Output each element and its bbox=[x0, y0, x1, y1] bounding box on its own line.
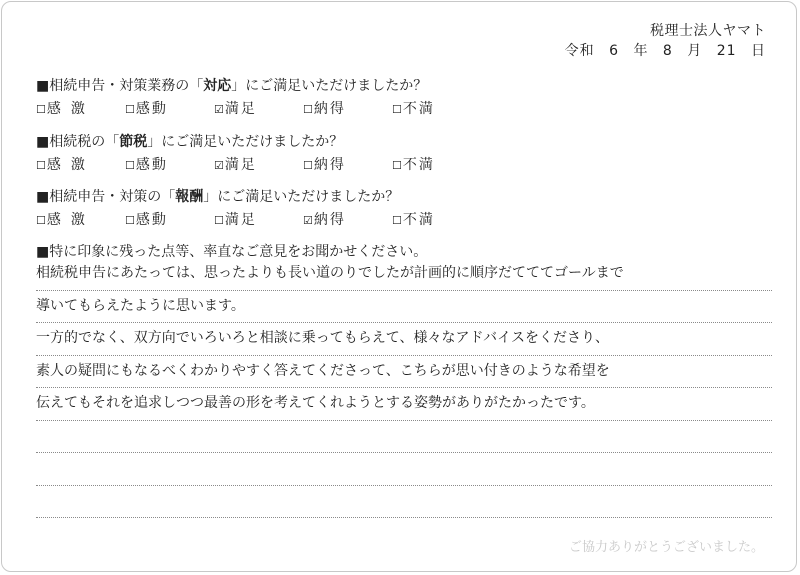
option-manzoku[interactable]: ☑満足 bbox=[214, 157, 257, 173]
checkbox-checked-icon[interactable]: ☑ bbox=[214, 159, 224, 172]
comment-line: 導いてもらえたように思います。 bbox=[36, 291, 772, 324]
option-kandou[interactable]: ☐感動 bbox=[125, 212, 168, 228]
comment-line: 伝えてもそれを追求しつつ最善の形を考えてくれようとする姿勢がありがたかったです。 bbox=[36, 388, 772, 421]
survey-card bbox=[1, 1, 797, 572]
comment-line bbox=[36, 453, 772, 486]
option-kangeki[interactable]: ☐感激 bbox=[36, 101, 95, 117]
checkbox-icon[interactable]: ☐ bbox=[125, 159, 135, 172]
comment-line: 相続税申告にあたっては、思ったよりも長い道のりでしたが計画的に順序だてててゴールまで bbox=[36, 258, 772, 291]
checkbox-icon[interactable]: ☐ bbox=[392, 159, 402, 172]
option-kandou[interactable]: ☐感動 bbox=[125, 101, 168, 117]
question-title: ■相続税の「節税」にご満足いただけましたか？ bbox=[36, 134, 344, 150]
checkbox-icon[interactable]: ☐ bbox=[214, 214, 224, 227]
checkbox-icon[interactable]: ☐ bbox=[392, 214, 402, 227]
option-kandou[interactable]: ☐感動 bbox=[125, 157, 168, 173]
option-nattoku[interactable]: ☑納得 bbox=[303, 212, 346, 228]
option-kangeki[interactable]: ☐感激 bbox=[36, 157, 95, 173]
option-manzoku[interactable]: ☑満足 bbox=[214, 101, 257, 117]
comment-line bbox=[36, 486, 772, 519]
thanks-message: ご協力ありがとうございました。 bbox=[568, 540, 764, 555]
organization-name: 税理士法人ヤマト bbox=[650, 23, 766, 39]
question-tax-saving bbox=[36, 131, 481, 174]
checkbox-checked-icon[interactable]: ☑ bbox=[214, 103, 224, 116]
checkbox-icon[interactable]: ☐ bbox=[125, 214, 135, 227]
question-title: ■相続申告・対策業務の「対応」にご満足いただけましたか？ bbox=[36, 78, 428, 94]
comment-prompt: ■特に印象に残った点等、率直なご意見をお聞かせください。 bbox=[36, 244, 428, 260]
option-manzoku[interactable]: ☐満足 bbox=[214, 212, 257, 228]
checkbox-checked-icon[interactable]: ☑ bbox=[303, 214, 313, 227]
checkbox-icon[interactable]: ☐ bbox=[36, 159, 46, 172]
options-row bbox=[36, 154, 481, 174]
option-kangeki[interactable]: ☐感激 bbox=[36, 212, 95, 228]
checkbox-icon[interactable]: ☐ bbox=[125, 103, 135, 116]
comment-line: 一方的でなく、双方向でいろいろと相談に乗ってもらえて、様々なアドバイスをくださり、 bbox=[36, 323, 772, 356]
option-fuman[interactable]: ☐不満 bbox=[392, 101, 435, 117]
checkbox-icon[interactable]: ☐ bbox=[36, 103, 46, 116]
option-fuman[interactable]: ☐不満 bbox=[392, 157, 435, 173]
option-fuman[interactable]: ☐不満 bbox=[392, 212, 435, 228]
checkbox-icon[interactable]: ☐ bbox=[392, 103, 402, 116]
question-service bbox=[36, 75, 481, 118]
option-nattoku[interactable]: ☐納得 bbox=[303, 101, 346, 117]
checkbox-icon[interactable]: ☐ bbox=[303, 103, 313, 116]
comment-lines bbox=[36, 258, 772, 518]
question-title: ■相続申告・対策の「報酬」にご満足いただけましたか？ bbox=[36, 189, 400, 205]
question-fee bbox=[36, 186, 481, 229]
option-nattoku[interactable]: ☐納得 bbox=[303, 157, 346, 173]
options-row bbox=[36, 209, 481, 229]
options-row bbox=[36, 98, 481, 118]
date: 令和 6 年 8 月 21 日 bbox=[564, 43, 766, 59]
checkbox-icon[interactable]: ☐ bbox=[303, 159, 313, 172]
comment-line: 素人の疑問にもなるべくわかりやすく答えてくださって、こちらが思い付きのような希望を bbox=[36, 356, 772, 389]
checkbox-icon[interactable]: ☐ bbox=[36, 214, 46, 227]
comment-line bbox=[36, 421, 772, 454]
